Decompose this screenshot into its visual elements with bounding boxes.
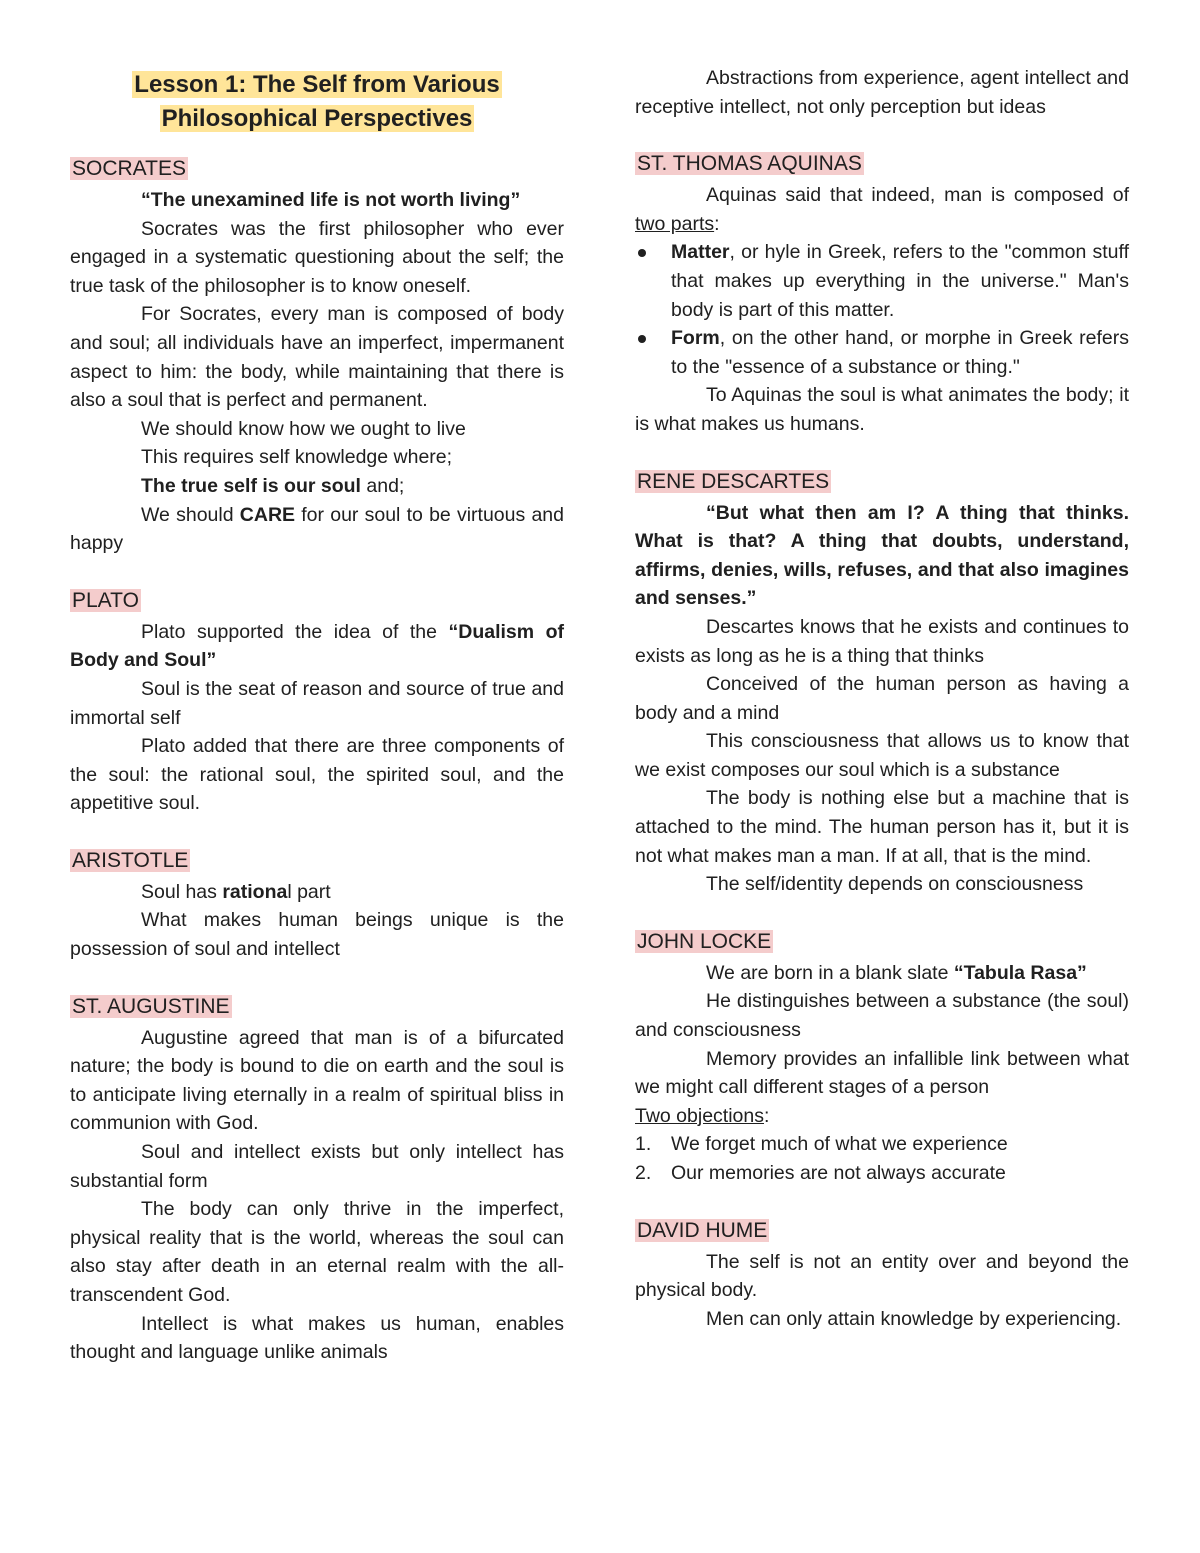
hume-paragraph: The self is not an entity over and beyond the physical body. [635, 1250, 1129, 1302]
bold-text: CARE [239, 503, 296, 526]
aristotle-paragraph: What makes human beings unique is the possession of soul and intellect [70, 909, 564, 961]
aquinas-paragraph: To Aquinas the soul is what animates the body; it is what makes us humans. [635, 384, 1129, 435]
heading-plato: PLATO [72, 588, 139, 612]
section-aquinas-intro [635, 64, 1129, 121]
title-line-2: Philosophical Perspectives [161, 105, 473, 132]
socrates-paragraph: For Socrates, every man is composed of body and soul; all individuals have an imperfect, impermanent aspect to him: the body, while maintaining that there is also a soul that is perfect and permanent. [70, 303, 564, 412]
descartes-paragraph: Descartes knows that he exists and continues to exists as long as he is a thing that thinks [635, 615, 1129, 667]
list-item [635, 238, 1129, 324]
objections-list [635, 1130, 1129, 1187]
descartes-paragraph: The body is nothing else but a machine that is attached to the mind. The human person has it, but it is not what makes man a man. If at all, that is the mind. [635, 787, 1129, 867]
section-locke [635, 927, 1129, 1188]
aristotle-paragraph [70, 878, 564, 907]
underlined-text: Two objections [635, 1104, 764, 1127]
socrates-paragraph: Socrates was the first philosopher who ever engaged in a systematic questioning about the self; the true task of the philosopher is to know oneself. [70, 217, 564, 297]
heading-locke: JOHN LOCKE [637, 929, 772, 953]
plato-paragraph: Soul is the seat of reason and source of true and immortal self [70, 677, 564, 729]
bold-text: rationa [222, 880, 288, 903]
descartes-paragraph: Conceived of the human person as having a body and a mind [635, 673, 1129, 724]
text: : [714, 212, 720, 235]
bold-text: “Tabula Rasa” [953, 961, 1087, 984]
hume-paragraph: Men can only attain knowledge by experiencing. [706, 1307, 1122, 1330]
bullet-list [635, 238, 1129, 381]
list-item [635, 324, 1129, 381]
section-aquinas [635, 149, 1129, 438]
augustine-paragraph: Soul and intellect exists but only intellect has substantial form [70, 1141, 564, 1192]
bullet-icon [638, 249, 646, 257]
heading-aristotle: ARISTOTLE [72, 848, 189, 872]
socrates-paragraph: We should know how we ought to live [141, 417, 466, 440]
list-number: 2. [635, 1162, 652, 1184]
text: We should [141, 503, 240, 526]
left-column [70, 64, 564, 1395]
right-column [635, 64, 1129, 1361]
locke-paragraph [635, 959, 1129, 988]
section-descartes [635, 467, 1129, 899]
descartes-quote: “But what then am I? A thing that thinks. What is that? A thing that doubts, understand, affirms, denies, wills, refuses, and that also imagines and senses.” [635, 501, 1129, 610]
socrates-paragraph [70, 501, 564, 558]
augustine-paragraph: Intellect is what makes us human, enables thought and language unlike animals [70, 1312, 564, 1364]
text: Soul has [141, 880, 223, 903]
locke-paragraph: Memory provides an infallible link between what we might call different stages of a person [635, 1047, 1129, 1099]
socrates-paragraph: This requires self knowledge where; [141, 446, 453, 469]
text: for our soul to be virtuous and happy [70, 503, 564, 555]
heading-aquinas: ST. THOMAS AQUINAS [637, 152, 862, 176]
augustine-paragraph: The body can only thrive in the imperfect, physical reality that is the world, whereas the soul can also stay after death in an eternal realm with the all-transcendent God. [70, 1198, 564, 1306]
bold-text: “Dualism of Body and Soul” [70, 620, 564, 672]
plato-paragraph [70, 618, 564, 675]
intro-paragraph: Abstractions from experience, agent intellect and receptive intellect, not only perception but ideas [635, 67, 1129, 118]
plato-paragraph: Plato added that there are three components of the soul: the rational soul, the spirited soul, and the appetitive soul. [70, 735, 564, 815]
heading-socrates: SOCRATES [72, 157, 186, 180]
text: , or hyle in Greek, refers to the "common stuff that makes up everything in the universe." Man's body is part of this matter. [671, 241, 1129, 321]
section-hume [635, 1216, 1129, 1334]
list-item [635, 1130, 1129, 1159]
aquinas-paragraph [635, 181, 1129, 238]
text: Plato supported the idea of the [141, 620, 449, 643]
section-aristotle [70, 846, 564, 964]
page-title [70, 68, 564, 136]
socrates-quote: “The unexamined life is not worth living” [141, 189, 521, 211]
title-line-1: Lesson 1: The Self from Various [134, 71, 500, 98]
text: l part [287, 880, 331, 903]
bullet-icon [638, 335, 646, 343]
list-item [635, 1159, 1129, 1188]
text: : [764, 1104, 770, 1127]
bold-text: Matter [671, 241, 730, 264]
list-item-text: We forget much of what we experience [671, 1133, 1008, 1156]
section-augustine [70, 992, 564, 1367]
socrates-paragraph [70, 472, 564, 501]
section-plato [70, 586, 564, 818]
descartes-paragraph: The self/identity depends on consciousness [706, 873, 1084, 896]
list-item-text: Our memories are not always accurate [671, 1162, 1006, 1184]
locke-paragraph: He distinguishes between a substance (the soul) and consciousness [635, 990, 1129, 1042]
objections-label [635, 1102, 1129, 1131]
underlined-text: two parts [635, 212, 715, 235]
bold-text: The true self is our soul [141, 474, 361, 497]
text: , on the other hand, or morphe in Greek refers to the "essence of a substance or thing." [671, 327, 1129, 378]
list-number: 1. [635, 1133, 652, 1156]
bold-text: Form [671, 327, 720, 350]
text: and; [360, 474, 405, 497]
text: Aquinas said that indeed, man is composed of [706, 184, 1129, 207]
heading-augustine: ST. AUGUSTINE [72, 994, 230, 1018]
text: We are born in a blank slate [706, 961, 954, 984]
heading-descartes: RENE DESCARTES [637, 469, 830, 493]
section-socrates [70, 154, 564, 558]
descartes-paragraph: This consciousness that allows us to know that we exist composes our soul which is a substance [635, 730, 1129, 781]
augustine-paragraph: Augustine agreed that man is of a bifurcated nature; the body is bound to die on earth and the soul is to anticipate living eternally in a realm of spiritual bliss in communion with God. [70, 1026, 564, 1135]
heading-hume: DAVID HUME [637, 1218, 768, 1242]
